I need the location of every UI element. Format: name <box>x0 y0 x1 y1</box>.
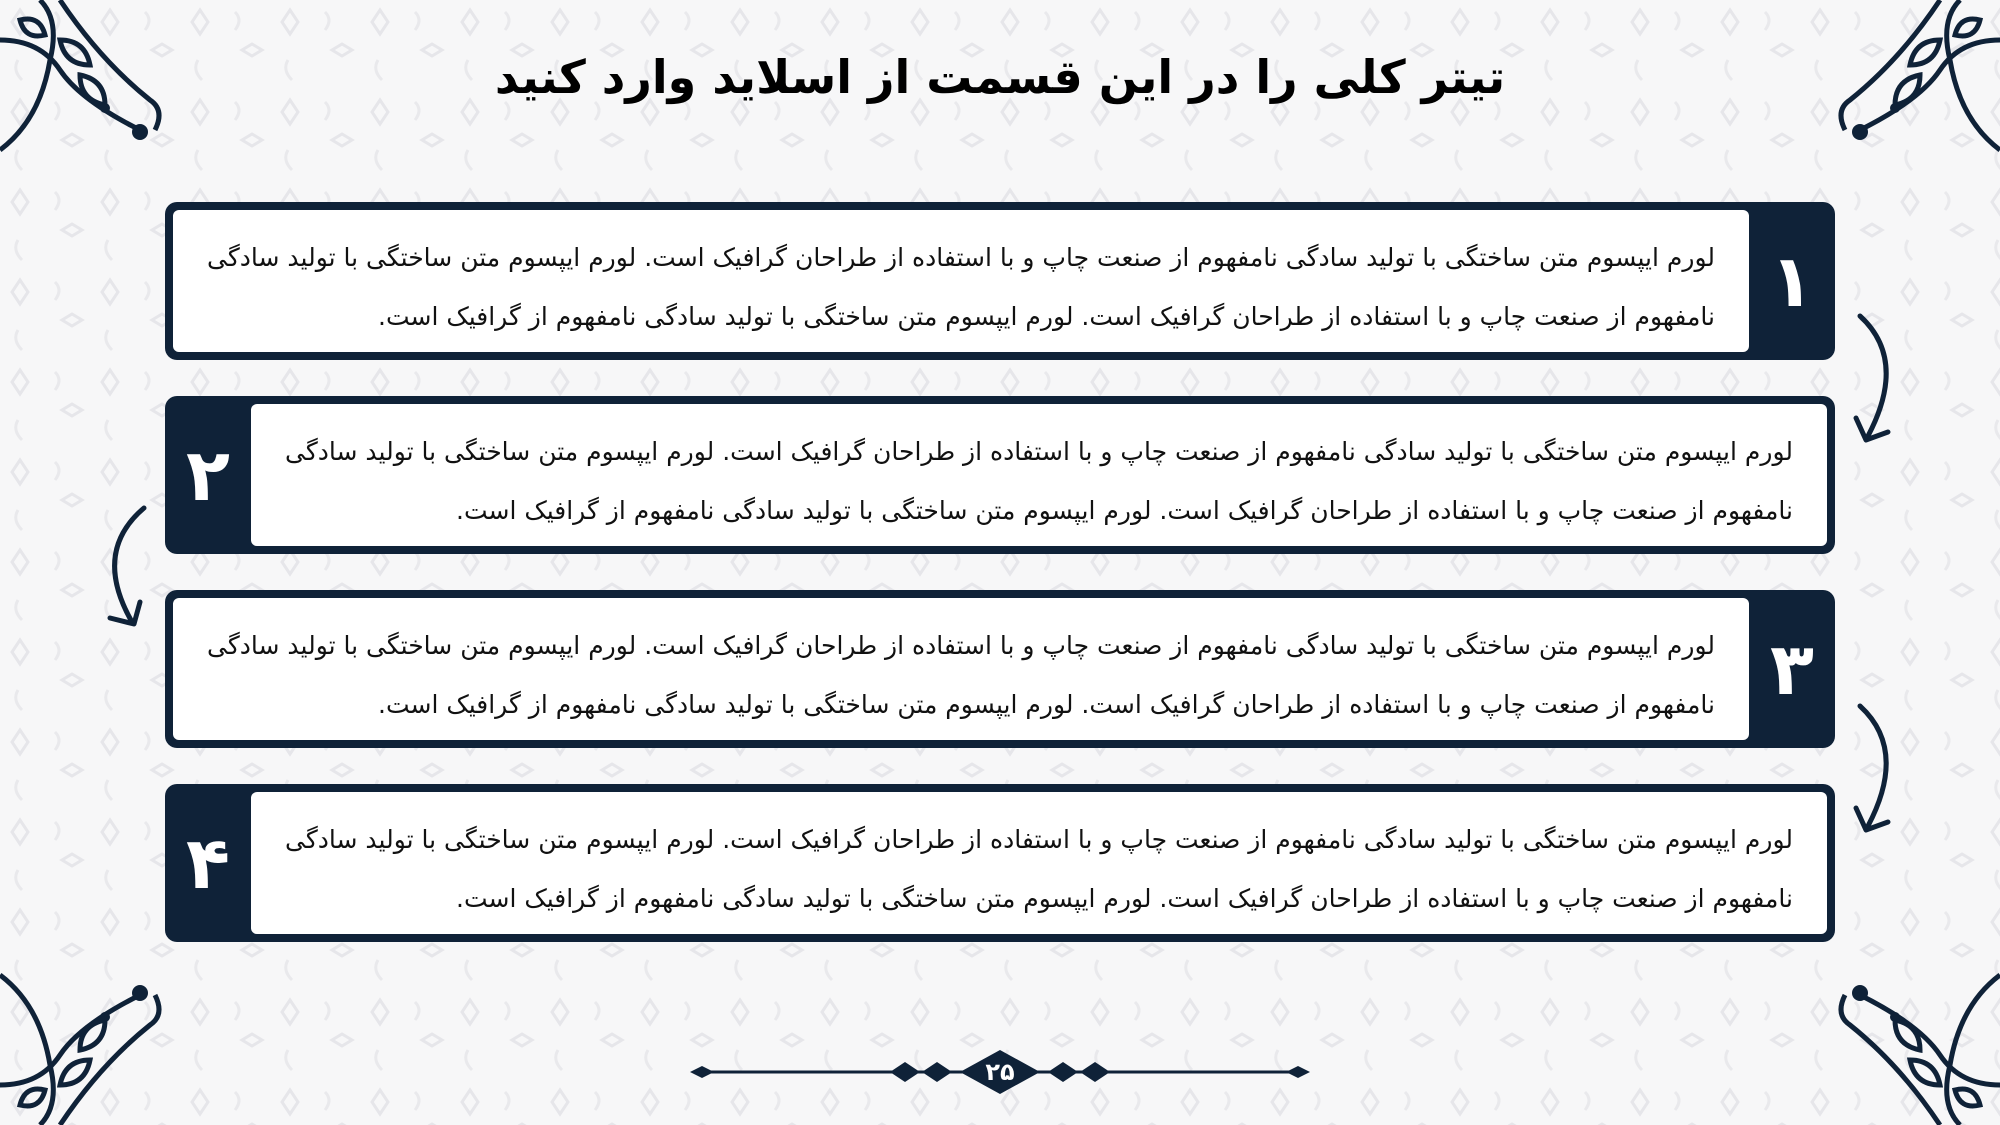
page-number: ۲۵ <box>985 1058 1015 1086</box>
step-card-4 <box>165 784 1835 942</box>
corner-flourish-icon <box>0 945 180 1125</box>
step-number: ۳ <box>1770 627 1814 711</box>
step-number: ۲ <box>186 433 230 517</box>
step-text: لورم ایپسوم متن ساختگی با تولید سادگی نامفهوم از صنعت چاپ و با استفاده از طراحان گرافیک است. لورم ایپسوم متن ساختگی با تولید سادگی نامفهوم از صنعت چاپ و با استفاده از طراحان گرافیک است. لورم ایپسوم متن ساختگی با تولید سادگی نامفهوم از گرافیک است. <box>251 404 1827 546</box>
step-text: لورم ایپسوم متن ساختگی با تولید سادگی نامفهوم از صنعت چاپ و با استفاده از طراحان گرافیک است. لورم ایپسوم متن ساختگی با تولید سادگی نامفهوم از صنعت چاپ و با استفاده از طراحان گرافیک است. لورم ایپسوم متن ساختگی با تولید سادگی نامفهوم از گرافیک است. <box>173 598 1749 740</box>
step-text: لورم ایپسوم متن ساختگی با تولید سادگی نامفهوم از صنعت چاپ و با استفاده از طراحان گرافیک است. لورم ایپسوم متن ساختگی با تولید سادگی نامفهوم از صنعت چاپ و با استفاده از طراحان گرافیک است. لورم ایپسوم متن ساختگی با تولید سادگی نامفهوم از گرافیک است. <box>173 210 1749 352</box>
step-text: لورم ایپسوم متن ساختگی با تولید سادگی نامفهوم از صنعت چاپ و با استفاده از طراحان گرافیک است. لورم ایپسوم متن ساختگی با تولید سادگی نامفهوم از صنعت چاپ و با استفاده از طراحان گرافیک است. لورم ایپسوم متن ساختگی با تولید سادگی نامفهوم از گرافیک است. <box>251 792 1827 934</box>
step-card-1 <box>165 202 1835 360</box>
step-number: ۴ <box>186 821 230 905</box>
curved-arrow-icon <box>1848 310 1908 450</box>
corner-flourish-icon <box>1820 945 2000 1125</box>
step-card-2 <box>165 396 1835 554</box>
slide-title: تیتر کلی را در این قسمت از اسلاید وارد کنید <box>494 50 1506 104</box>
curved-arrow-icon <box>92 502 152 642</box>
step-card-3 <box>165 590 1835 748</box>
step-number: ۱ <box>1770 239 1814 323</box>
curved-arrow-icon <box>1848 700 1908 840</box>
